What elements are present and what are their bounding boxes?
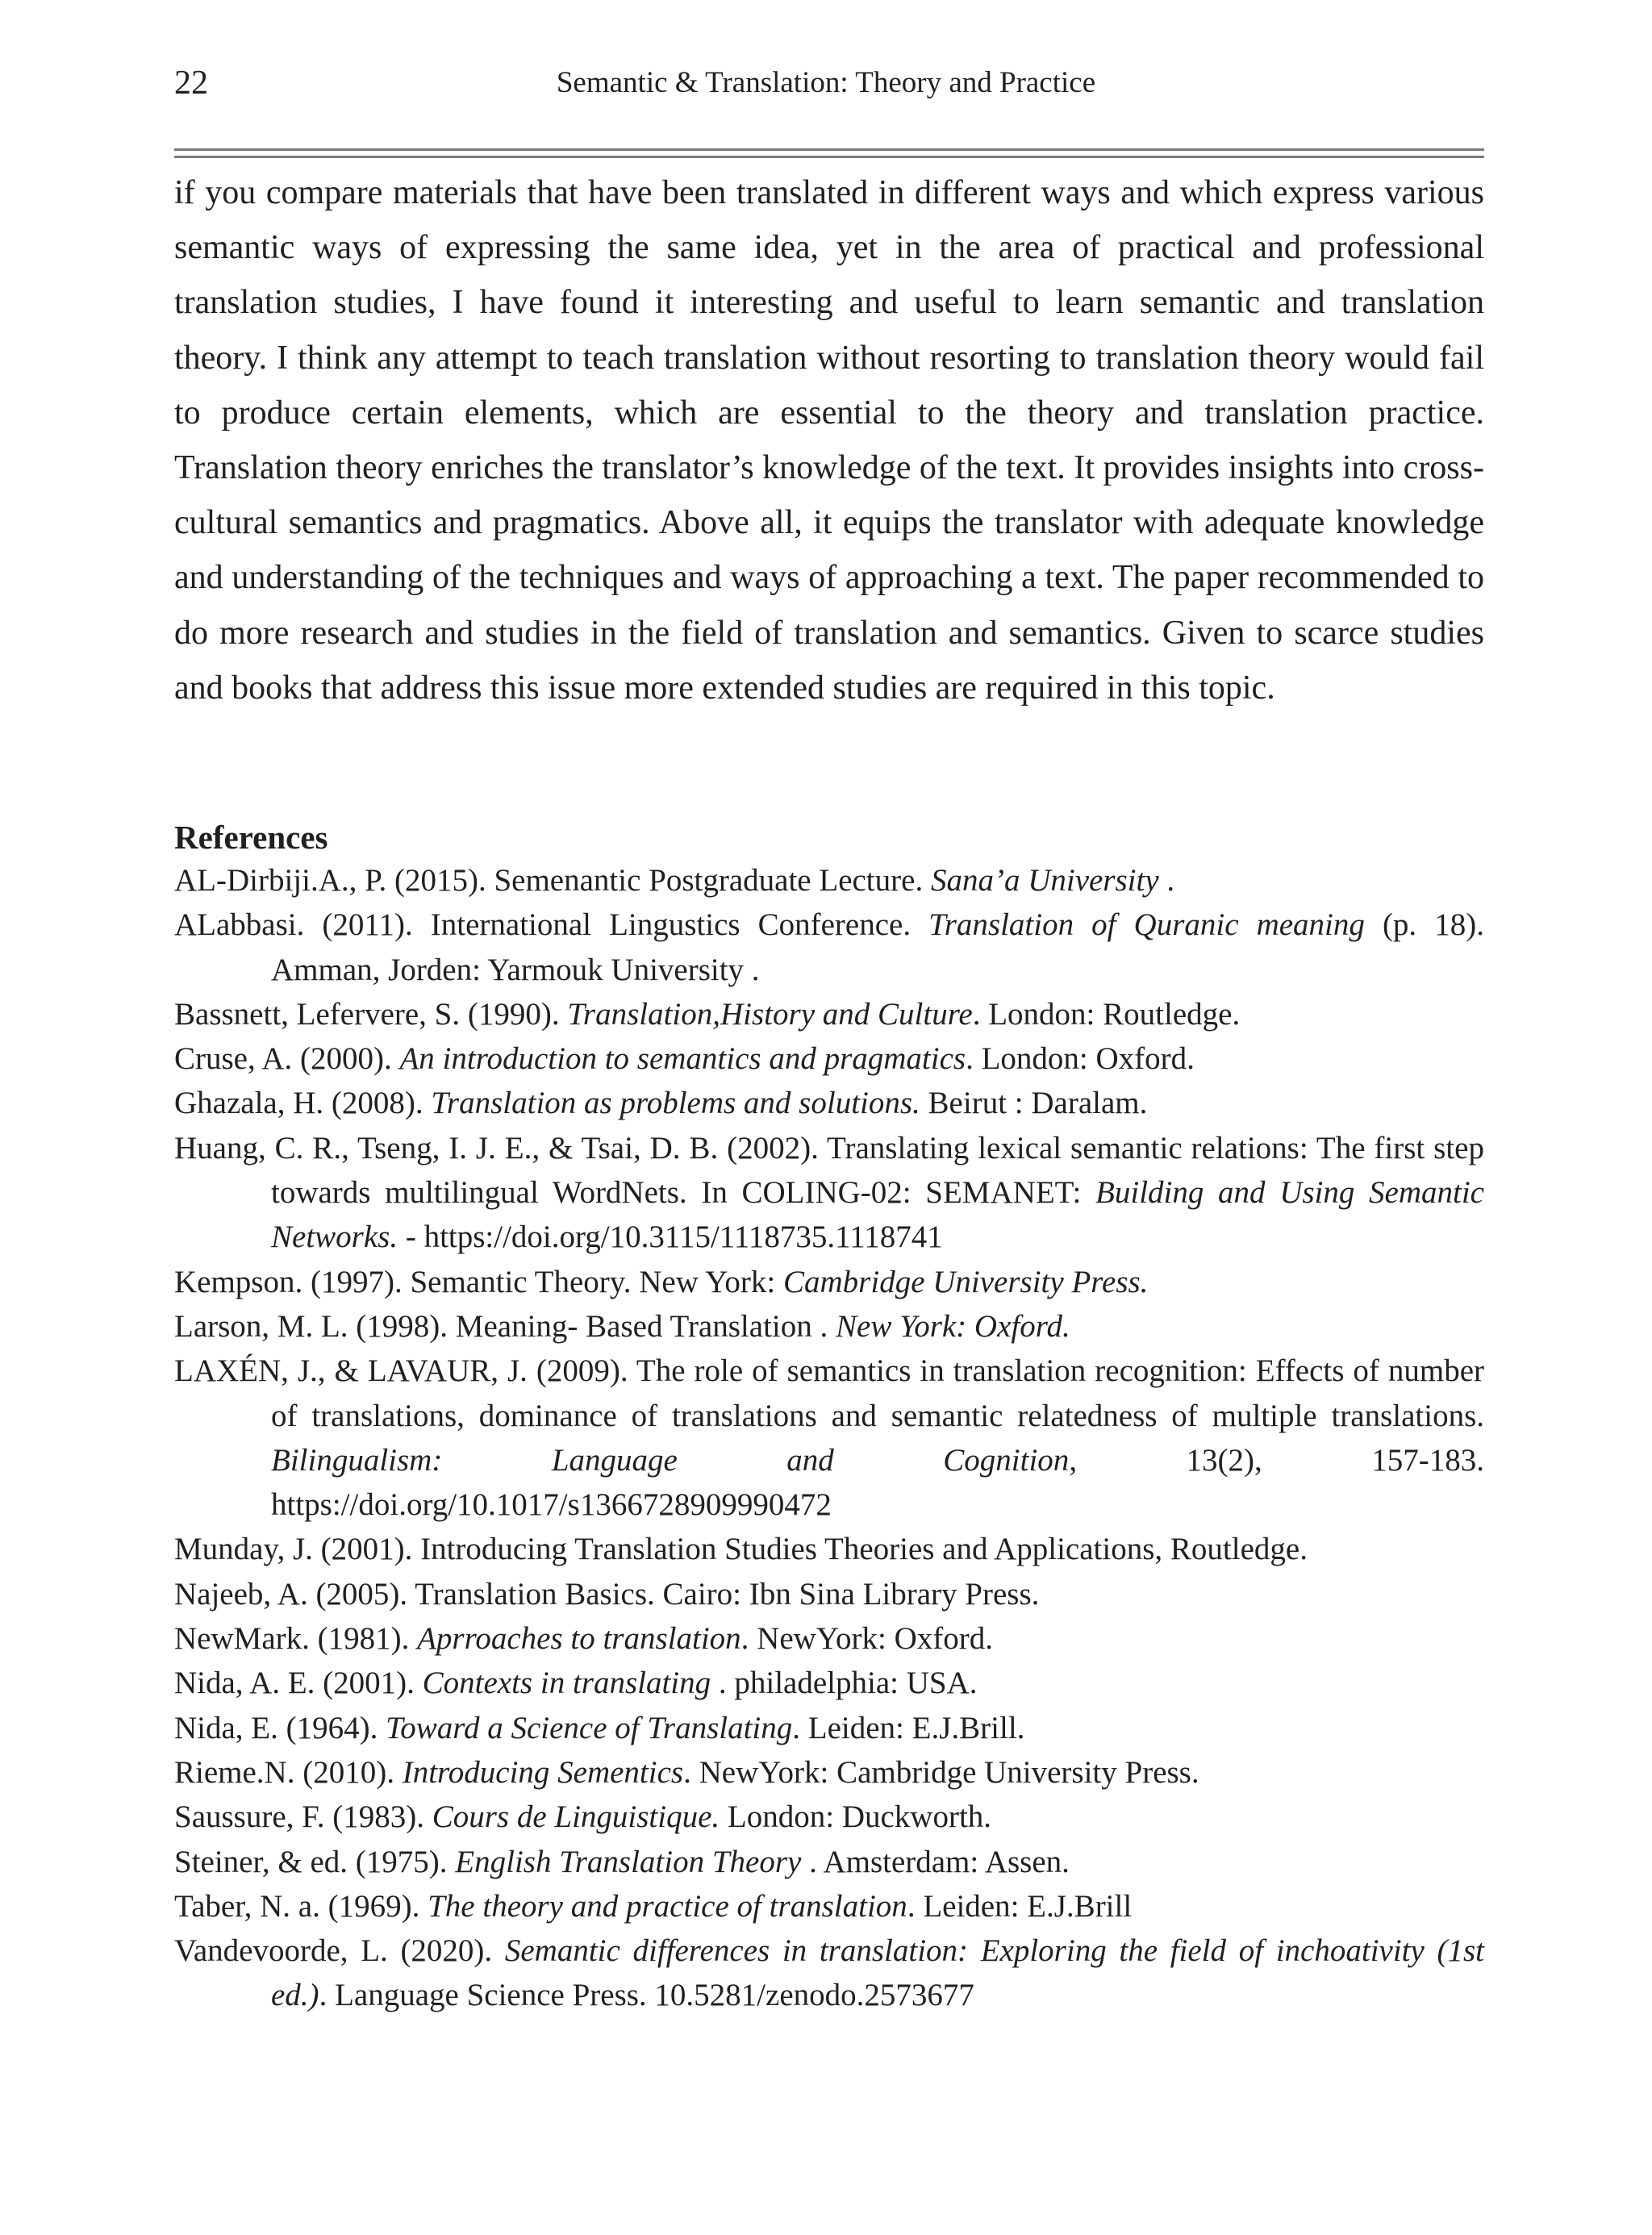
reference-item: Rieme.N. (2010). Introducing Sementics. NewYork: Cambridge University Press. bbox=[174, 1754, 1199, 1790]
reference-item: Steiner, & ed. (1975). English Translation Theory . Amsterdam: Assen. bbox=[174, 1844, 1070, 1879]
reference-item: ALabbasi. (2011). International Lingustics Conference. Translation of Quranic meaning (p. 18). Amman, Jorden: Yarmouk University . bbox=[174, 907, 1484, 987]
header-rule-top bbox=[174, 148, 1484, 151]
reference-item: Huang, C. R., Tseng, I. J. E., & Tsai, D. B. (2002). Translating lexical semantic relations: The first step towards multilingual WordNets. In COLING-02: SEMANET: Building and Using Semantic Networks. - https://doi.org/10.3115/1118735.1118741 bbox=[174, 1130, 1484, 1255]
reference-item: Taber, N. a. (1969). The theory and practice of translation. Leiden: E.J.Brill bbox=[174, 1888, 1133, 1924]
reference-item: Najeeb, A. (2005). Translation Basics. Cairo: Ibn Sina Library Press. bbox=[174, 1576, 1040, 1612]
reference-item: Vandevoorde, L. (2020). Semantic differences in translation: Exploring the field of inchoativity (1st ed.). Language Science Press. 10.5281/zenodo.2573677 bbox=[174, 1933, 1485, 2013]
reference-item: Larson, M. L. (1998). Meaning- Based Translation . New York: Oxford. bbox=[174, 1308, 1070, 1344]
header-rule-bottom bbox=[174, 156, 1484, 158]
reference-item: Saussure, F. (1983). Cours de Linguistique. London: Duckworth. bbox=[174, 1799, 992, 1835]
reference-item: Nida, A. E. (2001). Contexts in translating . philadelphia: USA. bbox=[174, 1666, 978, 1701]
reference-item: Bassnett, Lefervere, S. (1990). Translation,History and Culture. London: Routledge. bbox=[174, 996, 1241, 1032]
references-list bbox=[174, 858, 1484, 2018]
reference-item: Munday, J. (2001). Introducing Translation Studies Theories and Applications, Routledge. bbox=[174, 1532, 1308, 1567]
page-number: 22 bbox=[174, 65, 208, 102]
reference-item: Kempson. (1997). Semantic Theory. New York: Cambridge University Press. bbox=[174, 1264, 1149, 1299]
reference-item: AL-Dirbiji.A., P. (2015). Semenantic Postgraduate Lecture. Sana’a University . bbox=[174, 863, 1175, 898]
running-title: Semantic & Translation: Theory and Practice bbox=[556, 66, 1096, 99]
reference-item: Ghazala, H. (2008). Translation as problems and solutions. Beirut : Daralam. bbox=[174, 1086, 1148, 1121]
body-paragraph: if you compare materials that have been translated in different ways and which express various semantic ways of expressing the same idea, yet in the area of practical and professional translation studies, I have found it interesting and useful to learn semantic and translation theory. I think any attempt to teach translation without resorting to translation theory would fail to produce certain elements, which are essential to the theory and translation practice. Translation theory enriches the translator’s knowledge of the text. It provides insights into cross- cultural semantics and pragmatics. Above all, it equips the translator with adequate knowledge and understanding of the techniques and ways of approaching a text. The paper recommended to do more research and studies in the field of translation and semantics. Given to scarce studies and books that address this issue more extended studies are required in this topic. bbox=[174, 174, 1484, 707]
reference-item: Cruse, A. (2000). An introduction to semantics and pragmatics. London: Oxford. bbox=[174, 1041, 1195, 1077]
reference-item: Nida, E. (1964). Toward a Science of Translating. Leiden: E.J.Brill. bbox=[174, 1710, 1025, 1745]
references-heading: References bbox=[174, 819, 328, 856]
reference-item: NewMark. (1981). Aprroaches to translation. NewYork: Oxford. bbox=[174, 1621, 994, 1657]
reference-item: LAXÉN, J., & LAVAUR, J. (2009). The role of semantics in translation recognition: Effects of number of translations, dominance of translations and semantic relatedness of multiple translations. Bilingualism: Language and Cognition, 13(2), 157-183. https://doi.org/10.1017/s1366728909990472 bbox=[174, 1353, 1484, 1523]
